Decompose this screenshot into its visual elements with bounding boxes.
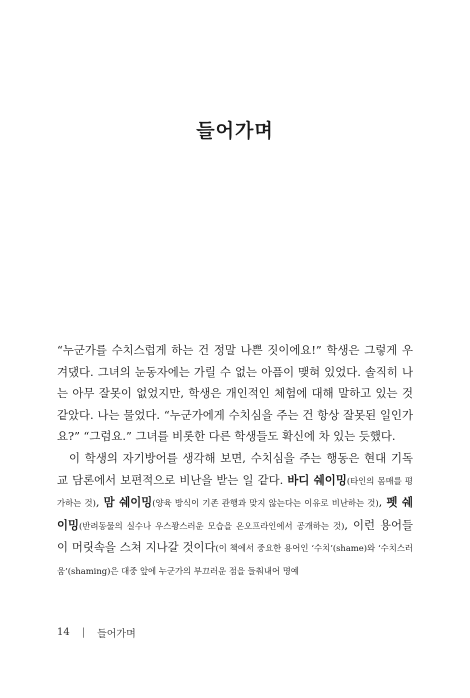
term-body-shaming: 바디 쉐이밍 [287,472,347,487]
paragraph-2-text-end: , 이런 용어들이 머릿속을 스쳐 지나갈 것이다 [57,517,413,555]
comma: , [378,495,387,510]
paragraph-2 [57,448,413,583]
note-body-shaming: (타인의 몸매를 평가하는 것) [57,475,414,509]
note-mom-shaming: (양육 방식이 기존 관행과 맞지 않는다는 이유로 비난하는 것) [152,498,379,509]
note-pet-shaming: (반려동물의 실수나 우스꽝스러운 모습을 온오프라인에서 공개하는 것) [79,520,345,531]
term-pet-shaming: 펫 쉐이밍 [57,495,414,532]
chapter-title: 들어가며 [196,119,274,142]
paragraph-2-text: 이 학생의 자기방어를 생각해 보면, 수치심을 주는 행동은 현대 기독교 담론에서 보편적으로 비난을 받는 일 같다. [57,450,413,487]
comma: , [95,495,104,510]
page-footer [57,625,136,639]
term-mom-shaming: 맘 쉐이밍 [103,495,153,510]
page-number: 14 [57,626,70,638]
body-text [57,340,413,583]
paragraph-1: “누군가를 수치스럽게 하는 건 정말 나쁜 짓이에요!” 학생은 그렇게 우겨댔다. 그녀의 눈동자에는 가릴 수 없는 아픔이 맺혀 있었다. 솔직히 나는 아무 잘못이 없었지만, 학생은 개인적인 체험에 대해 말하고 있는 것 같았다. 나는 물었다. “누군가에게 수치심을 주는 건 항상 잘못된 일인가요?” “그럼요.” 그녀를 비롯한 다른 학생들도 확신에 차 있는 듯했다. [57,343,413,444]
footer-separator: | [81,626,86,638]
running-header: 들어가며 [97,628,136,640]
note-shame-terms: (이 책에서 중요한 용어인 ‘수치’(shame)와 ‘수치스러움’(shaming)은 대중 앞에 누군가의 부끄러운 점을 들춰내어 명예 [57,543,413,576]
